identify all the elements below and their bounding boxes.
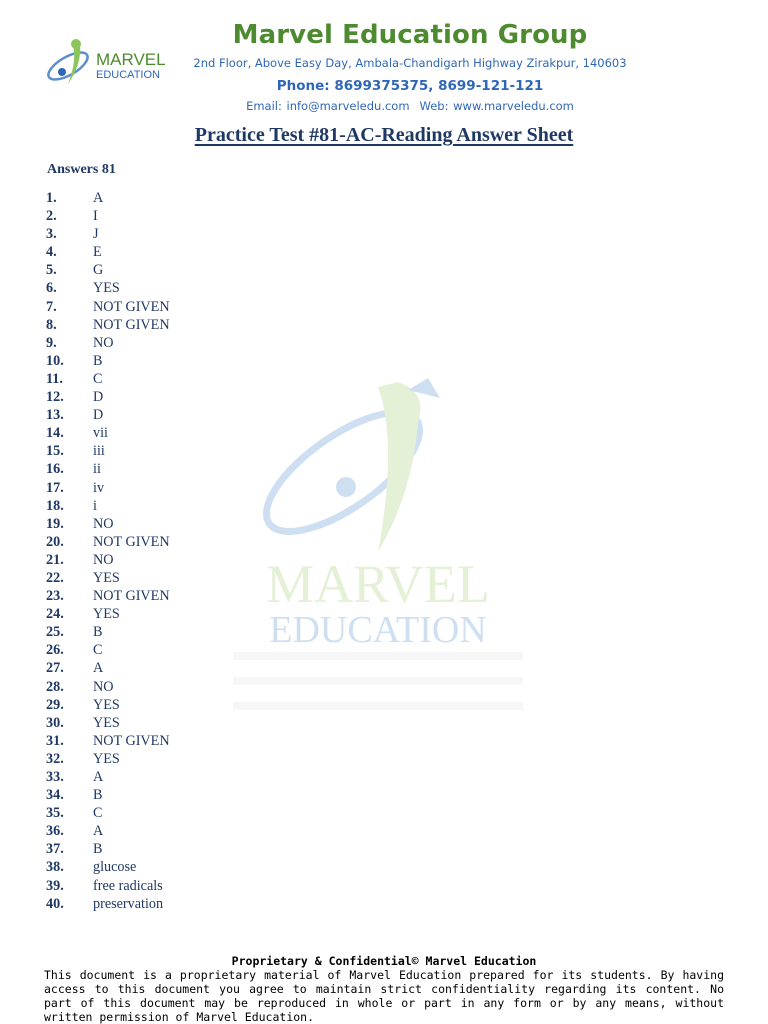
answer-value: D <box>93 389 104 406</box>
footer-title: Proprietary & Confidential© Marvel Education <box>231 954 537 968</box>
answer-value: I <box>93 208 98 225</box>
answer-value: vii <box>93 425 108 442</box>
answer-row <box>46 334 170 352</box>
answer-row <box>46 316 170 334</box>
answer-number: 13. <box>46 407 64 424</box>
answer-number: 36. <box>46 823 64 840</box>
answer-number: 19. <box>46 515 64 532</box>
answer-value: B <box>93 352 103 369</box>
answer-number: 3. <box>46 226 57 243</box>
answer-value: NO <box>93 678 114 695</box>
answer-number: 29. <box>46 696 64 713</box>
answer-number: 5. <box>46 262 57 279</box>
answer-row <box>46 641 170 659</box>
answer-row <box>46 895 170 913</box>
watermark-text-marvel: MARVEL <box>266 554 490 614</box>
document-title: Practice Test #81-AC-Reading Answer Sheet <box>194 124 574 146</box>
answer-value: iv <box>93 479 105 496</box>
answer-number: 11. <box>46 370 63 387</box>
answer-value: YES <box>93 714 120 731</box>
answer-value: i <box>93 497 97 514</box>
answer-value: YES <box>93 696 120 713</box>
answer-number: 9. <box>46 334 57 351</box>
answer-number: 16. <box>46 461 64 478</box>
answer-value: A <box>93 769 104 785</box>
answer-row <box>46 678 170 696</box>
answer-value: NOT GIVEN <box>93 533 170 550</box>
answer-row <box>46 298 170 316</box>
org-name: Marvel Education Group <box>232 20 588 50</box>
answer-row <box>46 858 170 876</box>
answer-number: 27. <box>46 660 64 677</box>
answer-value: D <box>93 407 104 424</box>
answer-number: 35. <box>46 805 64 822</box>
answer-value: NOT GIVEN <box>93 316 170 333</box>
answer-value: B <box>93 787 103 804</box>
answer-row <box>46 460 170 478</box>
answer-row <box>46 551 170 569</box>
answer-row <box>46 714 170 732</box>
answer-value: YES <box>93 280 120 297</box>
answer-row <box>46 189 170 207</box>
answer-value: B <box>93 624 103 641</box>
watermark-text-education: EDUCATION <box>269 609 487 651</box>
answer-number: 31. <box>46 732 64 749</box>
answer-value: NOT GIVEN <box>93 732 170 749</box>
answer-number: 23. <box>46 588 64 605</box>
answer-row <box>46 442 170 460</box>
org-contact <box>52 99 768 114</box>
logo-text-marvel: MARVEL <box>96 50 166 69</box>
answer-value: A <box>93 190 104 206</box>
answer-row <box>46 840 170 858</box>
answer-value: NO <box>93 515 114 532</box>
answer-number: 40. <box>46 895 64 912</box>
org-web: Web: www.marveledu.com <box>419 99 574 113</box>
answer-row <box>46 406 170 424</box>
answer-row <box>46 370 170 388</box>
answer-row <box>46 877 170 895</box>
answer-row <box>46 786 170 804</box>
org-phone: Phone: 8699375375, 8699-121-121 <box>276 78 544 94</box>
answer-row <box>46 569 170 587</box>
watermark-logo <box>228 352 528 732</box>
answer-number: 4. <box>46 244 57 261</box>
answer-number: 26. <box>46 642 64 659</box>
answer-row <box>46 822 170 840</box>
answer-row <box>46 261 170 279</box>
answer-value: E <box>93 244 102 261</box>
answer-row <box>46 497 170 515</box>
answer-list <box>46 189 170 913</box>
answer-value: C <box>93 805 103 822</box>
answer-number: 17. <box>46 479 64 496</box>
answer-row <box>46 225 170 243</box>
answer-row <box>46 424 170 442</box>
answer-row <box>46 279 170 297</box>
answer-row <box>46 750 170 768</box>
answer-row <box>46 533 170 551</box>
org-email: Email: info@marveledu.com <box>246 99 410 113</box>
answer-row <box>46 207 170 225</box>
answer-number: 37. <box>46 841 64 858</box>
answer-number: 1. <box>46 190 57 206</box>
answer-row <box>46 479 170 497</box>
answer-number: 18. <box>46 497 64 514</box>
answer-number: 39. <box>46 877 64 894</box>
answer-number: 12. <box>46 389 64 406</box>
answer-row <box>46 515 170 533</box>
answer-number: 25. <box>46 624 64 641</box>
answer-row <box>46 659 170 677</box>
answer-number: 32. <box>46 750 64 767</box>
answer-value: C <box>93 642 103 659</box>
answer-row <box>46 605 170 623</box>
footer <box>44 954 724 1024</box>
answer-number: 7. <box>46 298 57 315</box>
answer-number: 22. <box>46 569 64 586</box>
answer-value: NO <box>93 334 114 351</box>
org-address: 2nd Floor, Above Easy Day, Ambala-Chandigarh Highway Zirakpur, 140603 <box>193 56 627 70</box>
answer-row <box>46 243 170 261</box>
answer-value: preservation <box>93 895 164 912</box>
answer-value: A <box>93 823 104 840</box>
answer-value: NO <box>93 551 114 568</box>
answer-value: YES <box>93 569 120 586</box>
answer-number: 34. <box>46 787 64 804</box>
answer-value: free radicals <box>93 877 163 894</box>
answer-number: 30. <box>46 714 64 731</box>
answer-value: B <box>93 841 103 858</box>
answer-number: 20. <box>46 533 64 550</box>
answer-value: G <box>93 262 104 279</box>
answer-number: 6. <box>46 280 57 297</box>
answer-value: J <box>93 226 99 243</box>
answer-number: 14. <box>46 425 64 442</box>
answer-number: 33. <box>46 769 64 785</box>
answer-number: 24. <box>46 606 64 623</box>
answer-value: NOT GIVEN <box>93 298 170 315</box>
answer-value: glucose <box>93 859 137 876</box>
answer-number: 15. <box>46 443 64 460</box>
answer-row <box>46 587 170 605</box>
answer-value: ii <box>93 461 101 478</box>
answer-row <box>46 804 170 822</box>
answer-row <box>46 768 170 786</box>
answer-number: 28. <box>46 678 64 695</box>
answer-value: C <box>93 370 103 387</box>
answer-row <box>46 388 170 406</box>
answer-number: 38. <box>46 859 64 876</box>
answer-value: NOT GIVEN <box>93 588 170 605</box>
answer-row <box>46 352 170 370</box>
answer-row <box>46 732 170 750</box>
answer-value: iii <box>93 443 105 460</box>
answer-value: YES <box>93 606 120 623</box>
answer-number: 8. <box>46 316 57 333</box>
letterhead <box>0 18 768 114</box>
answers-heading: Answers 81 <box>47 162 116 177</box>
logo-text-education: EDUCATION <box>96 69 160 81</box>
answer-value: YES <box>93 750 120 767</box>
answer-row <box>46 696 170 714</box>
answer-row <box>46 623 170 641</box>
answer-number: 2. <box>46 208 57 225</box>
answer-number: 10. <box>46 352 64 369</box>
footer-disclaimer: This document is a proprietary material of Marvel Education prepared for its students. By having access to this document you agree to maintain strict confidentiality regarding its content. No part of this document may be reproduced in whole or part in any form or by any means, without written permission of Marvel Education. <box>44 968 724 1024</box>
answer-value: A <box>93 660 104 677</box>
answer-number: 21. <box>46 551 64 568</box>
